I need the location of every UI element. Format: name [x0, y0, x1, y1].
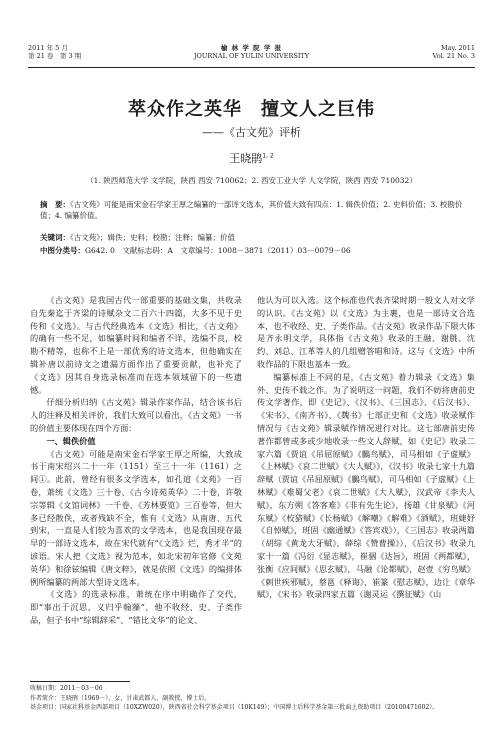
article-subtitle: ——《古文苑》评析 — [202, 126, 301, 139]
paragraph: 《古文苑》是我国古代一部重要的基础文集，共收录自先秦迄于齐梁的诗赋杂文二百六十四篇，大多不见于史传和《文选》。与古代经典选本《文选》相比，《古文苑》的确有一些不足，如编纂时间和编者不详，选编不良，校勘不精等，也称不上是一部优秀的诗文选本，但他确实在辑补唐以前诗文之遗漏方面作出了重要贡献，也补充了《文选》因其自身选录标准而在选本领域留下的一些遗憾。 — [30, 295, 242, 395]
paragraph: 《古文苑》可能是南宋金石学家王厚之所编，大致成书于南宋绍兴二十一年（1151）至三十一年（1161）之间①。此前，曾经有很多文学选本，如孔逭《文苑》一百卷，萧统《文选》三十卷、《古今诗苑英华》二十卷，许敬宗等辑《文馆词林》一千卷、《芳林要览》三百卷等，但大多已经散佚，或者残缺不全，惟有《文选》从南唐、五代到宋，一直是人们较为喜欢的文学选本，也是我国现存最早的一部诗文选本，故在宋代就有“《文选》烂，秀才半”的谚语。宋人把《文选》视为范本，如北宋初年官修《文苑英华》和徐铉编辑《唐文粹》，就是依照《文选》的编排体例所编纂的两部大型诗文选本。 — [30, 448, 242, 587]
header-rule — [28, 67, 475, 68]
paragraph: 编纂标准上不同的是，《古文苑》着力辑录《文选》集外、史传不载之作。为了说明这一问题，我们不妨将唐前史传文学著作，即《史记》、《汉书》、《三国志》、《后汉书》、《宋书》、《南齐书》、《魏书》七部正史和《文选》收录赋作情况与《古文苑》辑录赋作情况进行对比。这七部唐前史传著作都曾或多或少地收录一些文人辞赋，如《史记》收录二家六篇《贾谊《吊屈原赋》《鵩鸟赋》，司马相如《子虚赋》《上林赋》《哀二世赋》《大人赋》》，《汉书》收录七家十九篇辞赋（贾谊《吊屈原赋》《鵩鸟赋》，司马相如《子虚赋》《上林赋》《难蜀父老》《哀二世赋》《大人赋》，汉武帝《李夫人赋》，东方朔《答客难》《非有先生论》，扬雄《甘泉赋》《河东赋》《校猎赋》《长杨赋》《解嘲》《解难》《酒赋》，班婕妤《自悼赋》，班固《幽通赋》《答宾戏》），《三国志》收录两篇（胡综《黄龙大牙赋》，薛综《赞曹操》），《后汉书》收录九家十一篇《冯衍《显志赋》，崔骃《达旨》，班固《两都赋》，张衡《应间赋》《思玄赋》，马融《论都赋》，赵壹《穷鸟赋》《刺世疾邪赋》，蔡邕《释诲》，崔篆《慰志赋》，边让《章华赋》，《宋书》收录四家五篇（谢灵运《撰征赋》《山 — [257, 371, 475, 600]
header-date: 2011 年 5 月 — [28, 44, 68, 52]
keywords-label: 关键词： — [40, 233, 70, 242]
keywords — [40, 232, 463, 243]
header-issue-info-en — [433, 44, 475, 60]
classification-text: G642. 0 文献标志码：A 文章编号：1008－3871（2011）03－0079－06 — [85, 246, 351, 255]
classification-label: 中图分类号： — [40, 246, 85, 255]
paragraph-continued: 他认为可以入选。这个标准也代表齐梁时期一般文人对文学的认识。《古文苑》以《文选》为主裹，也是一部诗文合选本，也不收经、史、子类作品。《古文苑》收录作品下限大体是齐永明文学，具体指《古文苑》收录的王融、谢朓、沈约、刘总、江革等人的几组赠答唱和诗。这与《文选》中所收作品的下限也基本一致。 — [257, 295, 475, 369]
header-date-en: May. 2011 — [440, 44, 475, 52]
footnote-author-bio: 作者简介：王晓鹃（1969－），女，甘肃武都人，副教授，博士后。 — [30, 694, 211, 702]
body-column-left — [30, 294, 242, 627]
author-affiliation-mark: 1, 2 — [262, 152, 274, 160]
abstract — [40, 199, 463, 221]
abstract-text: 《古文苑》可能是南宋金石学家王厚之编纂的一部诗文选本，其价值大致有四点：1. 辑佚价值；2. 史料价值；3. 校勘价值；4. 编纂价值。 — [40, 200, 463, 220]
author-affiliation: （1. 陕西师范大学 文学院，陕西 西安 710062；2. 西安工业大学 人文学院，陕西 西安 710032） — [86, 176, 417, 185]
abstract-label: 摘 要： — [40, 200, 70, 209]
body-column-right — [257, 294, 475, 601]
footnote-funding: 基金项目：国家社科基金西部项目（10XZW020），陕西省社会科学基金项目（10K149）；中国博士后科学基金第三批面上资助项目（20100471602）。 — [30, 704, 439, 711]
keywords-text: 《古文苑》；辑佚；史料；校勘；注释；编纂；价值 — [70, 233, 235, 242]
article-title: 萃众作之英华 擅文人之巨伟 — [128, 99, 375, 120]
author-name: 王晓鹃 — [229, 152, 263, 165]
header-journal — [28, 44, 475, 60]
paragraph: 《文选》的选录标准，萧统在序中明确作了交代，即“事出于沉思，义归乎翰藻”，他不收经、史、子类作品，但子书中“综辑辞采”、“错比文华”的论文、 — [30, 589, 242, 625]
footnote-rule — [30, 681, 130, 682]
journal-name-cn: 榆 林 学 院 学 报 — [220, 44, 283, 52]
footnote-received-date: 收稿日期：2011－03－06 — [30, 685, 103, 692]
classification-line — [40, 245, 463, 256]
footnotes — [30, 684, 475, 713]
section-heading: 一、辑佚价值 — [46, 435, 96, 446]
article-author — [0, 150, 503, 166]
paragraph: 仔细分析归纳《古文苑》辑录作家作品，结合该书后人的注释及相关评价，我们大致可以看出，《古文苑》一书的价值主要体现在四个方面： — [30, 397, 242, 433]
header-volume-en: Vol. 21 No. 3 — [432, 52, 475, 60]
journal-name-en: JOURNAL OF YULIN UNIVERSITY — [193, 52, 310, 60]
header-volume: 第 21 卷 第 3 期 — [28, 52, 82, 60]
